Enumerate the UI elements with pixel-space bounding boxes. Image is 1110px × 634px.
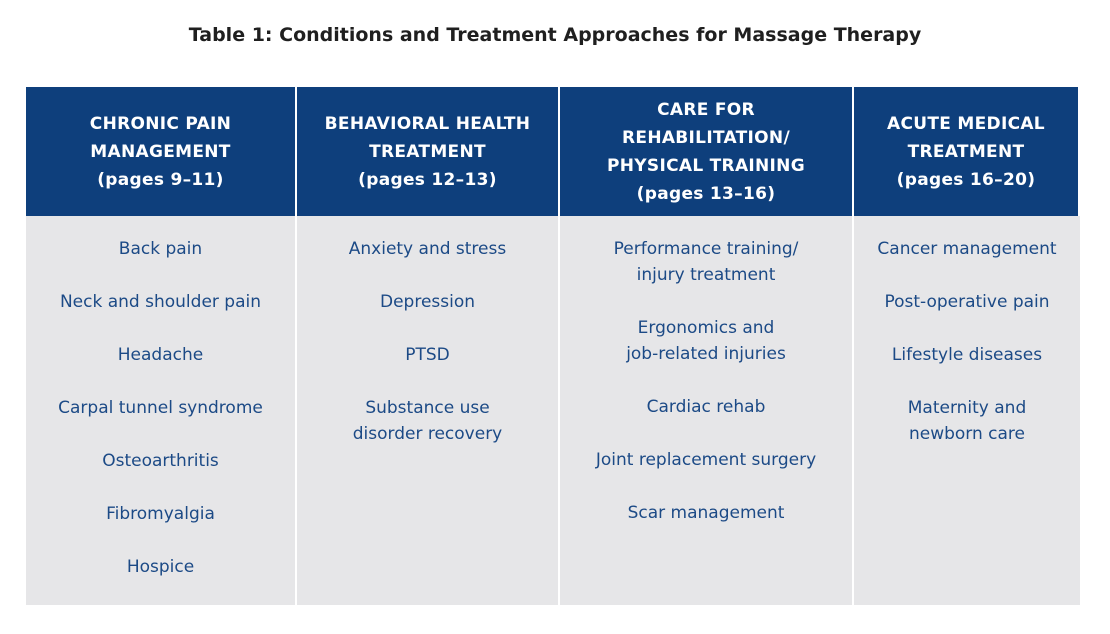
header-line: PHYSICAL TRAINING <box>607 155 805 176</box>
table-cell-item <box>353 395 503 447</box>
table-cell-item <box>349 236 506 262</box>
item-line: Cardiac rehab <box>646 397 766 417</box>
table-cell-item <box>58 395 263 421</box>
table-cell-item <box>118 342 203 368</box>
header-pages: (pages 9–11) <box>97 169 224 190</box>
item-line: Cancer management <box>877 239 1057 259</box>
header-line: REHABILITATION/ <box>622 127 790 148</box>
item-line: newborn care <box>908 424 1026 444</box>
table-cell-item <box>596 447 816 473</box>
table-cell-item <box>119 236 202 262</box>
header-line: CARE FOR <box>657 99 755 120</box>
column-body-rehabilitation <box>560 216 854 605</box>
item-line: Performance training/ <box>613 239 799 259</box>
column-body-acute-medical <box>854 216 1080 605</box>
column-header-chronic-pain <box>26 87 297 216</box>
header-line: TREATMENT <box>907 141 1025 162</box>
item-line: Fibromyalgia <box>106 504 215 524</box>
header-line: MANAGEMENT <box>90 141 231 162</box>
item-line: Headache <box>117 345 204 365</box>
header-pages: (pages 13–16) <box>636 183 776 204</box>
table-cell-item <box>106 501 215 527</box>
column-header-acute-medical <box>854 87 1080 216</box>
header-line: ACUTE MEDICAL <box>887 113 1045 134</box>
table-cell-item <box>892 342 1042 368</box>
table-cell-item <box>884 289 1049 315</box>
column-header-behavioral-health <box>297 87 560 216</box>
table-cell-item <box>102 448 219 474</box>
header-line: TREATMENT <box>369 141 486 162</box>
item-line: Scar management <box>627 503 785 523</box>
item-line: Neck and shoulder pain <box>59 292 262 312</box>
table-cell-item <box>614 236 799 288</box>
item-line: injury treatment <box>636 265 776 285</box>
item-line: PTSD <box>405 345 450 365</box>
table-cell-item <box>647 394 766 420</box>
item-line: Carpal tunnel syndrome <box>58 398 263 418</box>
item-line: Back pain <box>118 239 203 259</box>
header-pages: (pages 12–13) <box>358 169 497 190</box>
item-line: Osteoarthritis <box>102 451 219 471</box>
table-cell-item <box>626 315 786 367</box>
item-line: Substance use <box>365 398 490 418</box>
item-line: disorder recovery <box>352 424 503 444</box>
column-body-behavioral-health <box>297 216 560 605</box>
conditions-table <box>26 87 1080 605</box>
item-line: Depression <box>379 292 476 312</box>
item-line: Maternity and <box>907 398 1027 418</box>
column-body-chronic-pain <box>26 216 297 605</box>
table-cell-item <box>877 236 1056 262</box>
table-cell-item <box>127 554 194 580</box>
item-line: Lifestyle diseases <box>891 345 1043 365</box>
item-line: Anxiety and stress <box>348 239 507 259</box>
item-line: Ergonomics and <box>637 318 775 338</box>
table-title: Table 1: Conditions and Treatment Approaches for Massage Therapy <box>188 24 922 46</box>
header-line: CHRONIC PAIN <box>89 113 232 134</box>
item-line: Post-operative pain <box>884 292 1050 312</box>
header-pages: (pages 16–20) <box>896 169 1036 190</box>
table-cell-item <box>380 289 475 315</box>
table-cell-item <box>405 342 450 368</box>
table-cell-item <box>628 500 785 526</box>
item-line: job-related injuries <box>626 344 786 364</box>
item-line: Hospice <box>126 557 195 577</box>
column-header-rehabilitation <box>560 87 854 216</box>
item-line: Joint replacement surgery <box>595 450 817 470</box>
header-line: BEHAVIORAL HEALTH <box>324 113 531 134</box>
table-cell-item <box>60 289 261 315</box>
table-cell-item <box>908 395 1027 447</box>
